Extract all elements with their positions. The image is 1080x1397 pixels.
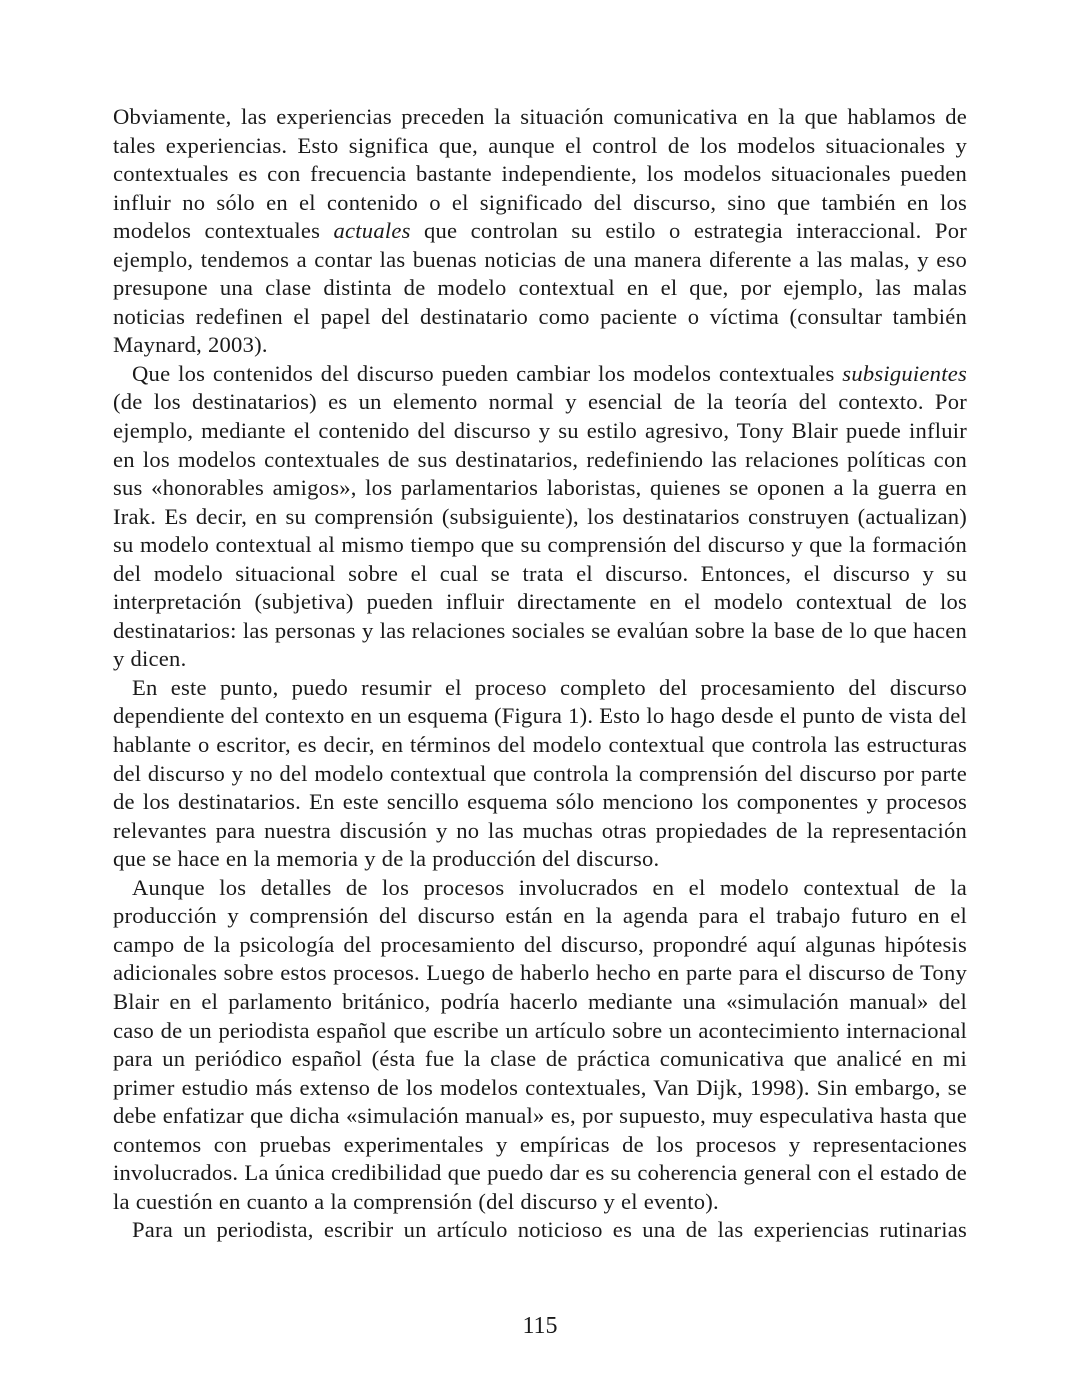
text-run: Para un periodista, escribir un artículo noticioso es una de las experiencias rutinarias (132, 1217, 967, 1243)
italic-term: subsiguientes (842, 360, 967, 386)
text-run: (de los destinatarios) es un elemento normal y esencial de la teoría del contexto. Por ejemplo, mediante el contenido del discurso y su estilo agresivo, Tony Blair puede influir en los modelos contextuales de sus destinatarios, redefiniendo las relaciones políticas con sus «honorables amigos», los parlamentarios laboristas, quienes se oponen a la guerra en Irak. Es decir, en su comprensión (subsiguiente), los destinatarios construyen (actualizan) su modelo contextual al mismo tiempo que su comprensión del discurso y que la formación del modelo situacional sobre el cual se trata el discurso. Entonces, el discurso y su interpretación (subjetiva) pueden influir directamente en el modelo contextual de los destinatarios: las personas y las relaciones sociales se evalúan sobre la base de lo que hacen y dicen. (113, 389, 967, 672)
text-run: Que los contenidos del discurso pueden cambiar los modelos contextuales (132, 360, 843, 386)
text-run: Aunque los detalles de los procesos involucrados en el modelo contextual de la producción y comprensión del discurso están en la agenda para el trabajo futuro en el campo de la psicología del procesamiento del discurso, propondré aquí algunas hipótesis adicionales sobre estos procesos. Luego de haberlo hecho en parte para el discurso de Tony Blair en el parlamento británico, podría hacerlo mediante una «simulación manual» del caso de un periodista español que escribe un artículo sobre un acontecimiento internacional para un periódico español (ésta fue la clase de práctica comunicativa que analicé en mi primer estudio más extenso de los modelos contextuales, Van Dijk, 1998). Sin embargo, se debe enfatizar que dicha «simulación manual» es, por supuesto, muy especulativa hasta que contemos con pruebas experimentales y empíricas de los procesos y representaciones involucrados. La única credibilidad que puedo dar es su coherencia general con el estado de la cuestión en cuanto a la comprensión (del discurso y el evento). (113, 874, 967, 1214)
paragraph-2 (113, 360, 967, 674)
text-run: En este punto, puedo resumir el proceso completo del procesamiento del discurso dependiente del contexto en un esquema (Figura 1). Esto lo hago desde el punto de vista del hablante o escritor, es decir, en términos del modelo contextual que controla las estructuras del discurso y no del modelo contextual que controla la comprensión del discurso por parte de los destinatarios. En este sencillo esquema sólo menciono los componentes y procesos relevantes para nuestra discusión y no las muchas otras propiedades de la representación que se hace en la memoria y de la producción del discurso. (113, 674, 967, 872)
text-run: Obviamente, las experiencias preceden la situación comunicativa en la que hablamos de tales experiencias. Esto significa que, aunque el control de los modelos situacionales y contextuales es con frecuencia bastante independiente, los modelos situacionales pueden influir no sólo en el contenido o el significado del discurso, sino que también en los modelos contextuales (113, 104, 967, 244)
paragraph-5 (113, 1216, 967, 1245)
paragraph-4 (113, 874, 967, 1217)
page-number: 115 (522, 1313, 558, 1339)
body-text-column (113, 103, 967, 1245)
paragraph-3 (113, 674, 967, 874)
paragraph-1 (113, 103, 967, 360)
italic-term: actuales (333, 218, 411, 244)
text-run: que controlan su estilo o estrategia interaccional. Por ejemplo, tendemos a contar las buenas noticias de una manera diferente a las malas, y eso presupone una clase distinta de modelo contextual en el que, por ejemplo, las malas noticias redefinen el papel del destinatario como paciente o víctima (consultar también Maynard, 2003). (113, 218, 967, 358)
